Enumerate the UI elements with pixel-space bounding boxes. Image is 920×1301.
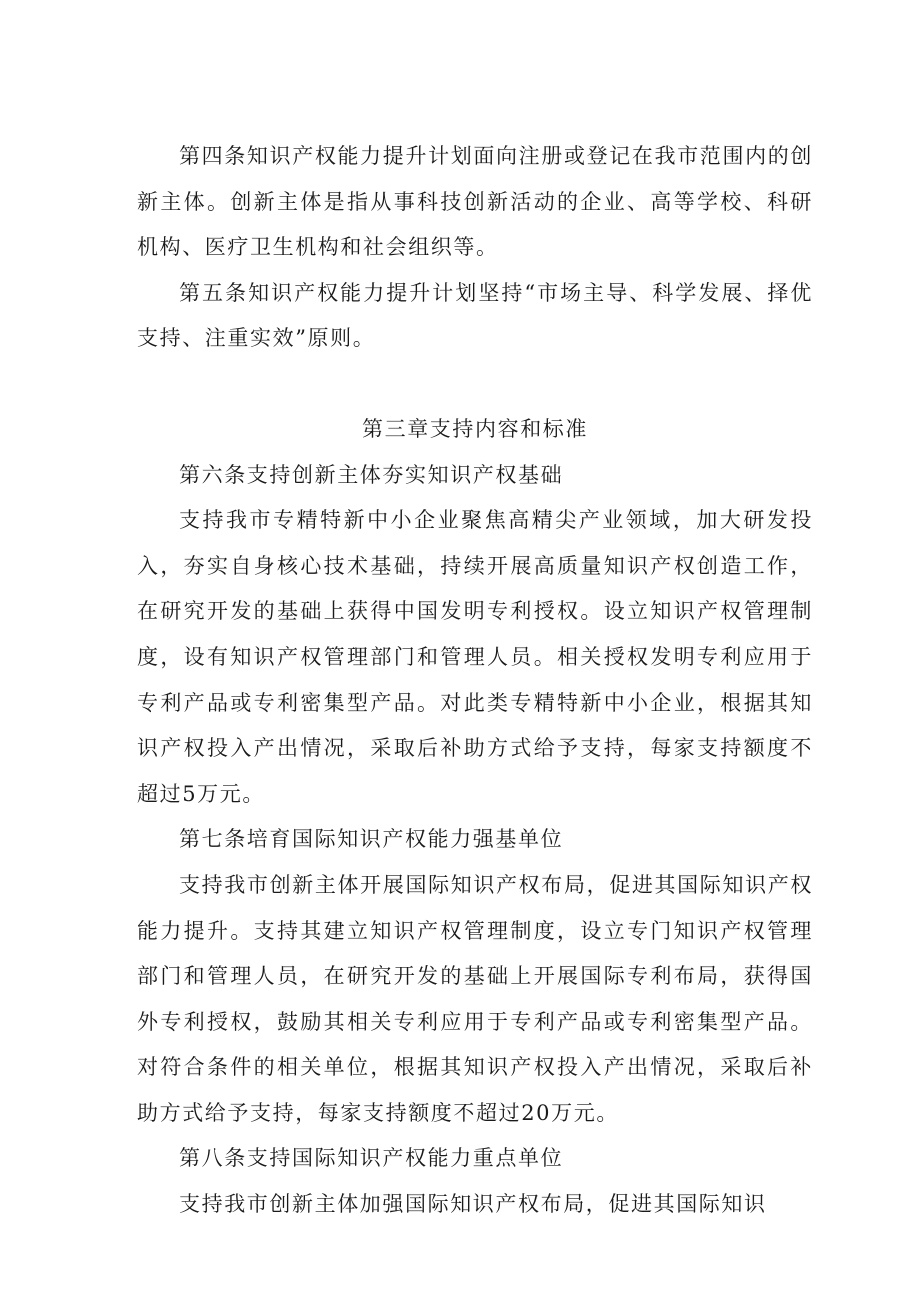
article-8-title: 第八条支持国际知识产权能力重点单位 bbox=[179, 1146, 564, 1171]
chapter-3-heading: 第三章支持内容和标准 bbox=[362, 416, 588, 441]
article-6-title: 第六条支持创新主体夯实知识产权基础 bbox=[179, 462, 564, 487]
article-8-body: 支持我市创新主体加强国际知识产权布局，促进其国际知识 bbox=[179, 1192, 767, 1217]
article-6-body: 支持我市专精特新中小企业聚焦高精尖产业领域，加大研发投入，夯实自身核心技术基础，持续开展高质量知识产权创造工作，在研究开发的基础上获得中国发明专利授权。设立知识产权管理制度，设有知识产权管理部门和管理人员。相关授权发明专利应用于专利产品或专利密集型产品。对此类专精特新中小企业，根据其知识产权投入产出情况，采取后补助方式给予支持，每家支持额度不超过5万元。 bbox=[137, 508, 813, 806]
section-gap bbox=[137, 362, 813, 407]
article-7-title: 第七条培育国际知识产权能力强基单位 bbox=[179, 827, 564, 852]
document-page bbox=[137, 134, 813, 1228]
article-5-paragraph: 第五条知识产权能力提升计划坚持“市场主导、科学发展、择优支持、注重实效”原则。 bbox=[137, 280, 813, 351]
article-7-body: 支持我市创新主体开展国际知识产权布局，促进其国际知识产权能力提升。支持其建立知识产权管理制度，设立专门知识产权管理部门和管理人员，在研究开发的基础上开展国际专利布局，获得国外专利授权，鼓励其相关专利应用于专利产品或专利密集型产品。对符合条件的相关单位，根据其知识产权投入产出情况，采取后补助方式给予支持，每家支持额度不超过20万元。 bbox=[137, 872, 813, 1125]
article-4-paragraph: 第四条知识产权能力提升计划面向注册或登记在我市范围内的创新主体。创新主体是指从事科技创新活动的企业、高等学校、科研机构、医疗卫生机构和社会组织等。 bbox=[137, 144, 813, 260]
